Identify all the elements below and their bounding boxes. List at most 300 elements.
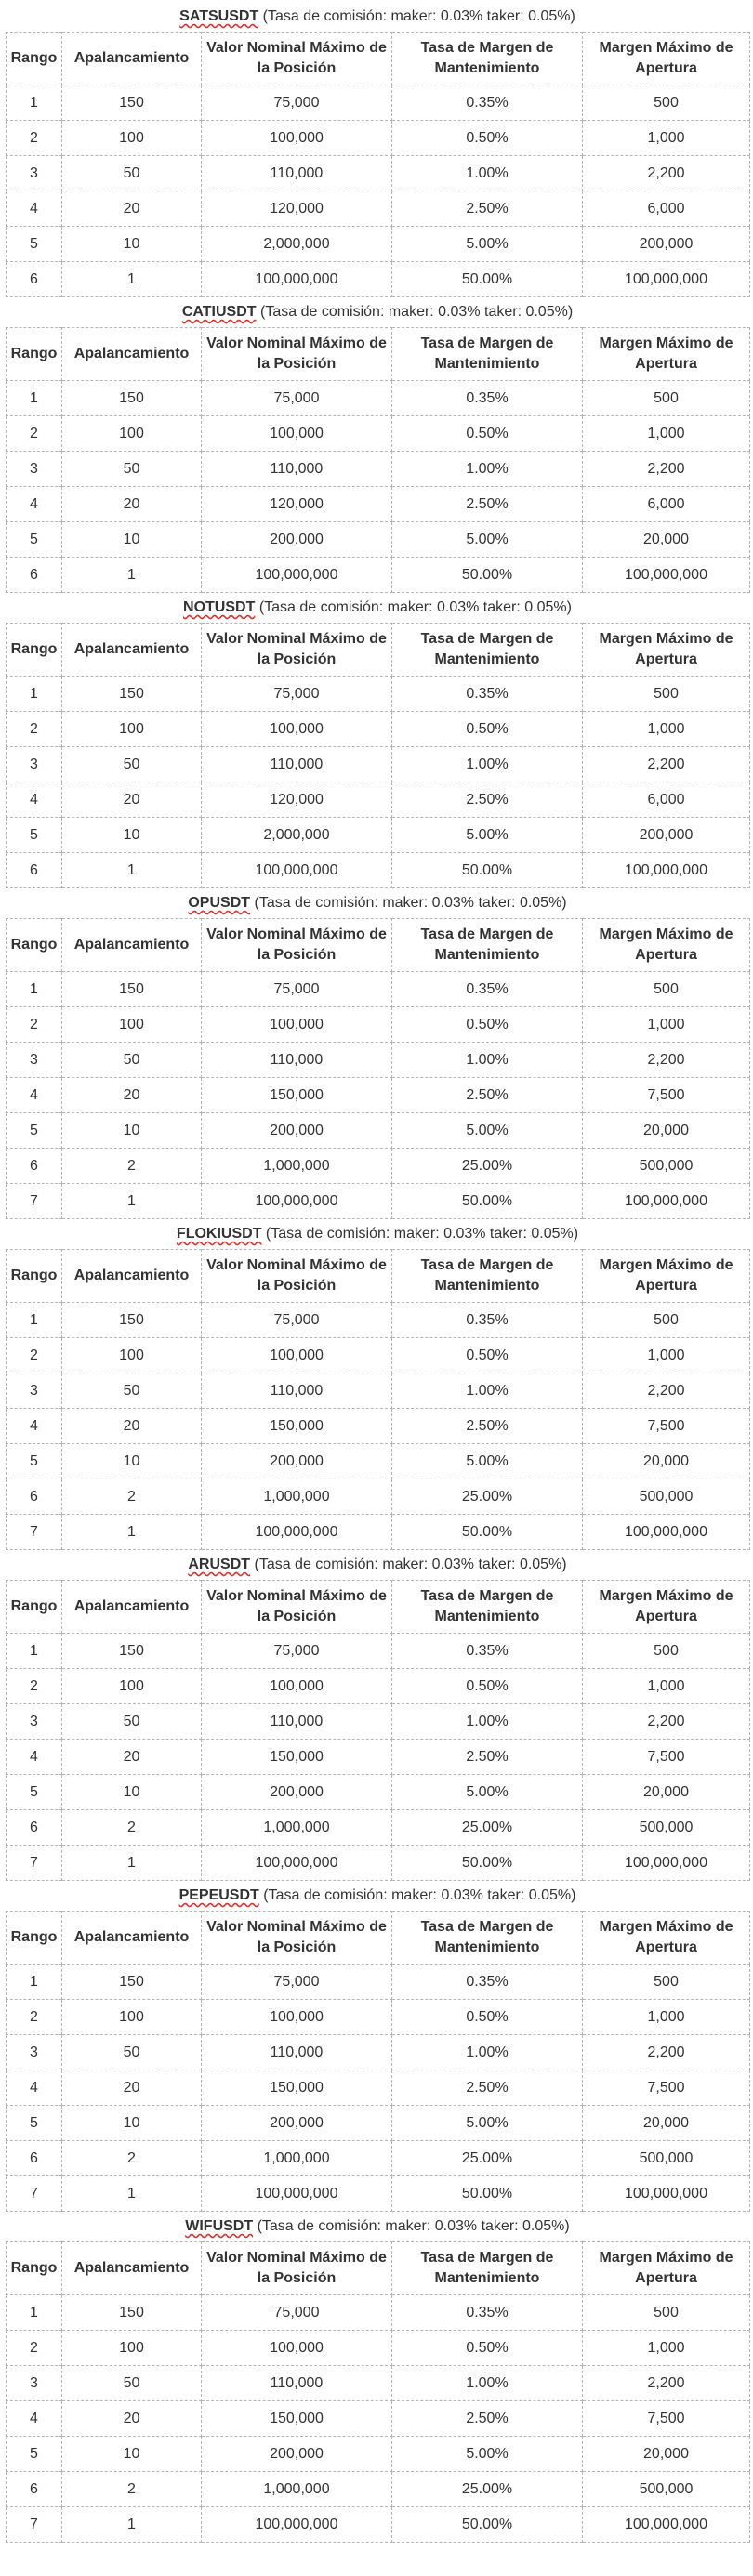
cell-valor-nominal: 1,000,000	[202, 2141, 392, 2176]
cell-tasa-margen: 2.50%	[392, 1078, 583, 1113]
header-row	[7, 1250, 750, 1303]
cell-margen-apertura: 1,000	[583, 416, 750, 452]
cell-margen-apertura: 6,000	[583, 782, 750, 818]
cell-margen-apertura: 500,000	[583, 1149, 750, 1184]
cell-tasa-margen: 2.50%	[392, 487, 583, 522]
cell-valor-nominal: 200,000	[202, 1775, 392, 1810]
cell-valor-nominal: 100,000,000	[202, 558, 392, 593]
cell-rango: 5	[7, 2437, 62, 2472]
cell-valor-nominal: 2,000,000	[202, 818, 392, 853]
table-row	[7, 1078, 750, 1113]
cell-apalancamiento: 10	[62, 522, 202, 558]
cell-valor-nominal: 120,000	[202, 782, 392, 818]
cell-apalancamiento: 150	[62, 972, 202, 1007]
cell-rango: 1	[7, 2295, 62, 2331]
cell-valor-nominal: 120,000	[202, 191, 392, 227]
table-row	[7, 1479, 750, 1515]
contract-symbol: NOTUSDT	[183, 599, 256, 615]
cell-tasa-margen: 50.00%	[392, 2176, 583, 2212]
cell-margen-apertura: 20,000	[583, 1113, 750, 1149]
cell-margen-apertura: 20,000	[583, 2437, 750, 2472]
cell-valor-nominal: 1,000,000	[202, 1149, 392, 1184]
cell-margen-apertura: 500,000	[583, 1810, 750, 1846]
cell-rango: 3	[7, 156, 62, 191]
cell-apalancamiento: 150	[62, 85, 202, 121]
header-tasa-margen: Tasa de Margen de Mantenimiento	[392, 1912, 583, 1965]
cell-apalancamiento: 150	[62, 1965, 202, 2000]
cell-tasa-margen: 25.00%	[392, 1810, 583, 1846]
cell-apalancamiento: 2	[62, 1149, 202, 1184]
header-rango: Rango	[7, 33, 62, 85]
cell-tasa-margen: 1.00%	[392, 2366, 583, 2401]
header-tasa-margen: Tasa de Margen de Mantenimiento	[392, 33, 583, 85]
cell-rango: 5	[7, 227, 62, 262]
header-rango: Rango	[7, 1912, 62, 1965]
header-rango: Rango	[7, 328, 62, 381]
cell-tasa-margen: 1.00%	[392, 1704, 583, 1740]
table-row	[7, 1810, 750, 1846]
cell-apalancamiento: 20	[62, 782, 202, 818]
cell-valor-nominal: 150,000	[202, 1740, 392, 1775]
cell-apalancamiento: 50	[62, 1043, 202, 1078]
cell-tasa-margen: 50.00%	[392, 262, 583, 297]
cell-rango: 3	[7, 1043, 62, 1078]
cell-tasa-margen: 5.00%	[392, 1444, 583, 1479]
tier-section	[6, 888, 749, 1219]
cell-valor-nominal: 75,000	[202, 85, 392, 121]
header-row	[7, 1912, 750, 1965]
cell-rango: 2	[7, 2331, 62, 2366]
cell-margen-apertura: 500	[583, 1965, 750, 2000]
table-row	[7, 1704, 750, 1740]
cell-apalancamiento: 10	[62, 2437, 202, 2472]
cell-tasa-margen: 5.00%	[392, 2437, 583, 2472]
cell-rango: 7	[7, 1515, 62, 1550]
cell-margen-apertura: 2,200	[583, 1373, 750, 1409]
cell-rango: 7	[7, 1184, 62, 1219]
table-row	[7, 2035, 750, 2070]
cell-apalancamiento: 150	[62, 1634, 202, 1669]
cell-margen-apertura: 100,000,000	[583, 262, 750, 297]
cell-apalancamiento: 20	[62, 1078, 202, 1113]
cell-margen-apertura: 200,000	[583, 818, 750, 853]
cell-tasa-margen: 0.50%	[392, 2331, 583, 2366]
cell-margen-apertura: 2,200	[583, 452, 750, 487]
table-row	[7, 85, 750, 121]
cell-tasa-margen: 50.00%	[392, 853, 583, 888]
cell-apalancamiento: 10	[62, 818, 202, 853]
table-row	[7, 452, 750, 487]
cell-valor-nominal: 110,000	[202, 1043, 392, 1078]
table-row	[7, 2437, 750, 2472]
cell-margen-apertura: 1,000	[583, 1007, 750, 1043]
cell-margen-apertura: 500,000	[583, 1479, 750, 1515]
cell-valor-nominal: 100,000	[202, 2331, 392, 2366]
cell-tasa-margen: 2.50%	[392, 1740, 583, 1775]
cell-valor-nominal: 100,000	[202, 1338, 392, 1373]
header-margen-apertura: Margen Máximo de Apertura	[583, 1250, 750, 1303]
header-margen-apertura: Margen Máximo de Apertura	[583, 1912, 750, 1965]
table-row	[7, 1740, 750, 1775]
header-rango: Rango	[7, 919, 62, 972]
cell-tasa-margen: 50.00%	[392, 558, 583, 593]
header-rango: Rango	[7, 1581, 62, 1634]
tier-table	[6, 32, 750, 297]
cell-apalancamiento: 20	[62, 1409, 202, 1444]
cell-rango: 7	[7, 1846, 62, 1881]
cell-valor-nominal: 150,000	[202, 2401, 392, 2437]
header-rango: Rango	[7, 1250, 62, 1303]
cell-margen-apertura: 1,000	[583, 2331, 750, 2366]
cell-rango: 4	[7, 1740, 62, 1775]
table-row	[7, 487, 750, 522]
cell-tasa-margen: 0.50%	[392, 1669, 583, 1704]
cell-margen-apertura: 7,500	[583, 2401, 750, 2437]
cell-margen-apertura: 6,000	[583, 487, 750, 522]
table-row	[7, 677, 750, 712]
cell-valor-nominal: 150,000	[202, 1409, 392, 1444]
table-row	[7, 2401, 750, 2437]
cell-valor-nominal: 100,000	[202, 416, 392, 452]
cell-margen-apertura: 20,000	[583, 1775, 750, 1810]
cell-valor-nominal: 150,000	[202, 2070, 392, 2106]
cell-valor-nominal: 1,000,000	[202, 1810, 392, 1846]
table-row	[7, 747, 750, 782]
header-margen-apertura: Margen Máximo de Apertura	[583, 919, 750, 972]
cell-margen-apertura: 500	[583, 85, 750, 121]
cell-valor-nominal: 100,000,000	[202, 1846, 392, 1881]
cell-valor-nominal: 110,000	[202, 1704, 392, 1740]
cell-margen-apertura: 7,500	[583, 1078, 750, 1113]
tier-table	[6, 327, 750, 593]
cell-margen-apertura: 2,200	[583, 2035, 750, 2070]
fee-note: (Tasa de comisión: maker: 0.03% taker: 0.05%)	[262, 8, 575, 24]
contract-symbol: WIFUSDT	[185, 2218, 254, 2234]
header-apalancamiento: Apalancamiento	[62, 1912, 202, 1965]
cell-tasa-margen: 5.00%	[392, 1775, 583, 1810]
cell-valor-nominal: 150,000	[202, 1078, 392, 1113]
cell-apalancamiento: 1	[62, 1846, 202, 1881]
cell-margen-apertura: 1,000	[583, 2000, 750, 2035]
cell-valor-nominal: 110,000	[202, 2366, 392, 2401]
header-valor-nominal: Valor Nominal Máximo de la Posición	[202, 1581, 392, 1634]
cell-apalancamiento: 150	[62, 1303, 202, 1338]
cell-rango: 2	[7, 1338, 62, 1373]
cell-apalancamiento: 2	[62, 1479, 202, 1515]
header-tasa-margen: Tasa de Margen de Mantenimiento	[392, 1581, 583, 1634]
header-apalancamiento: Apalancamiento	[62, 2242, 202, 2295]
contract-symbol: SATSUSDT	[179, 8, 259, 24]
table-row	[7, 2366, 750, 2401]
cell-rango: 2	[7, 1007, 62, 1043]
cell-apalancamiento: 100	[62, 712, 202, 747]
cell-rango: 1	[7, 1965, 62, 2000]
cell-apalancamiento: 2	[62, 2472, 202, 2507]
table-row	[7, 1184, 750, 1219]
cell-rango: 4	[7, 2401, 62, 2437]
cell-rango: 5	[7, 1444, 62, 1479]
cell-margen-apertura: 1,000	[583, 121, 750, 156]
cell-margen-apertura: 7,500	[583, 1409, 750, 1444]
cell-apalancamiento: 10	[62, 1775, 202, 1810]
cell-apalancamiento: 1	[62, 1515, 202, 1550]
cell-rango: 2	[7, 712, 62, 747]
cell-apalancamiento: 150	[62, 381, 202, 416]
cell-tasa-margen: 0.50%	[392, 712, 583, 747]
cell-margen-apertura: 200,000	[583, 227, 750, 262]
table-row	[7, 2472, 750, 2507]
cell-margen-apertura: 500	[583, 2295, 750, 2331]
table-row	[7, 1846, 750, 1881]
cell-apalancamiento: 100	[62, 121, 202, 156]
cell-rango: 7	[7, 2176, 62, 2212]
cell-margen-apertura: 2,200	[583, 1704, 750, 1740]
cell-rango: 2	[7, 1669, 62, 1704]
table-row	[7, 416, 750, 452]
table-row	[7, 1515, 750, 1550]
cell-tasa-margen: 50.00%	[392, 1515, 583, 1550]
cell-margen-apertura: 2,200	[583, 1043, 750, 1078]
cell-rango: 6	[7, 558, 62, 593]
cell-apalancamiento: 50	[62, 156, 202, 191]
table-caption	[6, 1881, 749, 1911]
tier-table	[6, 1249, 750, 1550]
cell-rango: 6	[7, 1479, 62, 1515]
table-row	[7, 1775, 750, 1810]
cell-apalancamiento: 50	[62, 452, 202, 487]
header-apalancamiento: Apalancamiento	[62, 624, 202, 677]
cell-valor-nominal: 110,000	[202, 1373, 392, 1409]
cell-valor-nominal: 100,000,000	[202, 2507, 392, 2543]
table-caption	[6, 888, 749, 918]
fee-note: (Tasa de comisión: maker: 0.03% taker: 0.05%)	[257, 2218, 570, 2234]
tier-section	[6, 593, 749, 888]
table-row	[7, 1373, 750, 1409]
table-row	[7, 1444, 750, 1479]
cell-rango: 1	[7, 85, 62, 121]
cell-valor-nominal: 100,000,000	[202, 1184, 392, 1219]
cell-valor-nominal: 120,000	[202, 487, 392, 522]
cell-rango: 1	[7, 1303, 62, 1338]
table-caption	[6, 1219, 749, 1249]
cell-valor-nominal: 200,000	[202, 2437, 392, 2472]
tier-section	[6, 1219, 749, 1550]
cell-tasa-margen: 2.50%	[392, 1409, 583, 1444]
cell-apalancamiento: 50	[62, 2366, 202, 2401]
cell-margen-apertura: 1,000	[583, 1338, 750, 1373]
table-row	[7, 191, 750, 227]
table-row	[7, 381, 750, 416]
table-caption	[6, 1550, 749, 1580]
cell-rango: 5	[7, 1775, 62, 1810]
cell-valor-nominal: 100,000,000	[202, 1515, 392, 1550]
cell-rango: 4	[7, 487, 62, 522]
header-margen-apertura: Margen Máximo de Apertura	[583, 624, 750, 677]
header-row	[7, 2242, 750, 2295]
header-tasa-margen: Tasa de Margen de Mantenimiento	[392, 919, 583, 972]
table-row	[7, 156, 750, 191]
cell-apalancamiento: 1	[62, 2176, 202, 2212]
cell-tasa-margen: 2.50%	[392, 782, 583, 818]
cell-apalancamiento: 50	[62, 2035, 202, 2070]
cell-valor-nominal: 200,000	[202, 2106, 392, 2141]
header-apalancamiento: Apalancamiento	[62, 328, 202, 381]
cell-margen-apertura: 1,000	[583, 1669, 750, 1704]
header-valor-nominal: Valor Nominal Máximo de la Posición	[202, 1912, 392, 1965]
cell-tasa-margen: 0.35%	[392, 972, 583, 1007]
cell-margen-apertura: 7,500	[583, 2070, 750, 2106]
cell-tasa-margen: 25.00%	[392, 1479, 583, 1515]
cell-margen-apertura: 100,000,000	[583, 558, 750, 593]
cell-tasa-margen: 1.00%	[392, 1043, 583, 1078]
cell-valor-nominal: 1,000,000	[202, 2472, 392, 2507]
table-row	[7, 2070, 750, 2106]
fee-note: (Tasa de comisión: maker: 0.03% taker: 0.05%)	[258, 599, 572, 615]
header-valor-nominal: Valor Nominal Máximo de la Posición	[202, 624, 392, 677]
cell-apalancamiento: 1	[62, 2507, 202, 2543]
cell-valor-nominal: 1,000,000	[202, 1479, 392, 1515]
cell-margen-apertura: 7,500	[583, 1740, 750, 1775]
cell-tasa-margen: 1.00%	[392, 2035, 583, 2070]
cell-rango: 2	[7, 2000, 62, 2035]
header-row	[7, 328, 750, 381]
tier-section	[6, 1881, 749, 2212]
contract-symbol: OPUSDT	[188, 895, 251, 911]
cell-tasa-margen: 0.35%	[392, 85, 583, 121]
tier-table	[6, 918, 750, 1219]
table-row	[7, 2295, 750, 2331]
cell-rango: 6	[7, 1810, 62, 1846]
cell-valor-nominal: 200,000	[202, 1444, 392, 1479]
tier-section	[6, 297, 749, 593]
cell-margen-apertura: 100,000,000	[583, 1515, 750, 1550]
cell-margen-apertura: 2,200	[583, 156, 750, 191]
cell-tasa-margen: 2.50%	[392, 2401, 583, 2437]
table-caption	[6, 2212, 749, 2241]
cell-apalancamiento: 20	[62, 2070, 202, 2106]
cell-tasa-margen: 0.50%	[392, 121, 583, 156]
cell-margen-apertura: 2,200	[583, 747, 750, 782]
cell-rango: 7	[7, 2507, 62, 2543]
cell-apalancamiento: 1	[62, 1184, 202, 1219]
cell-valor-nominal: 200,000	[202, 1113, 392, 1149]
tier-section	[6, 1550, 749, 1881]
table-row	[7, 2507, 750, 2543]
cell-apalancamiento: 1	[62, 262, 202, 297]
contract-symbol: CATIUSDT	[181, 304, 257, 320]
cell-tasa-margen: 5.00%	[392, 2106, 583, 2141]
cell-margen-apertura: 500,000	[583, 2141, 750, 2176]
cell-margen-apertura: 20,000	[583, 2106, 750, 2141]
tier-section	[6, 2212, 749, 2543]
cell-rango: 5	[7, 522, 62, 558]
header-row	[7, 33, 750, 85]
cell-apalancamiento: 50	[62, 1373, 202, 1409]
cell-apalancamiento: 1	[62, 558, 202, 593]
cell-valor-nominal: 75,000	[202, 381, 392, 416]
contract-symbol: PEPEUSDT	[178, 1887, 259, 1903]
cell-rango: 2	[7, 416, 62, 452]
cell-rango: 6	[7, 2472, 62, 2507]
table-row	[7, 2106, 750, 2141]
cell-rango: 5	[7, 818, 62, 853]
cell-margen-apertura: 20,000	[583, 1444, 750, 1479]
cell-margen-apertura: 20,000	[583, 522, 750, 558]
cell-rango: 5	[7, 2106, 62, 2141]
header-valor-nominal: Valor Nominal Máximo de la Posición	[202, 919, 392, 972]
cell-apalancamiento: 50	[62, 747, 202, 782]
cell-apalancamiento: 10	[62, 2106, 202, 2141]
cell-apalancamiento: 10	[62, 1444, 202, 1479]
header-apalancamiento: Apalancamiento	[62, 33, 202, 85]
tier-table	[6, 623, 750, 888]
cell-tasa-margen: 25.00%	[392, 2472, 583, 2507]
cell-apalancamiento: 100	[62, 2331, 202, 2366]
cell-tasa-margen: 25.00%	[392, 2141, 583, 2176]
cell-apalancamiento: 2	[62, 1810, 202, 1846]
cell-apalancamiento: 100	[62, 2000, 202, 2035]
cell-margen-apertura: 500	[583, 1303, 750, 1338]
fee-note: (Tasa de comisión: maker: 0.03% taker: 0.05%)	[254, 895, 567, 911]
cell-tasa-margen: 0.35%	[392, 381, 583, 416]
cell-rango: 3	[7, 747, 62, 782]
cell-tasa-margen: 5.00%	[392, 1113, 583, 1149]
tier-table	[6, 2241, 750, 2543]
header-apalancamiento: Apalancamiento	[62, 919, 202, 972]
cell-tasa-margen: 0.35%	[392, 2295, 583, 2331]
cell-valor-nominal: 110,000	[202, 452, 392, 487]
table-row	[7, 1409, 750, 1444]
cell-tasa-margen: 50.00%	[392, 1846, 583, 1881]
table-row	[7, 121, 750, 156]
tier-section	[6, 2, 749, 297]
cell-apalancamiento: 50	[62, 1704, 202, 1740]
cell-tasa-margen: 0.35%	[392, 1634, 583, 1669]
cell-rango: 4	[7, 1078, 62, 1113]
cell-valor-nominal: 110,000	[202, 2035, 392, 2070]
cell-rango: 4	[7, 782, 62, 818]
cell-apalancamiento: 100	[62, 1669, 202, 1704]
table-row	[7, 1043, 750, 1078]
cell-rango: 5	[7, 1113, 62, 1149]
cell-valor-nominal: 100,000,000	[202, 262, 392, 297]
table-row	[7, 1303, 750, 1338]
cell-rango: 6	[7, 262, 62, 297]
cell-margen-apertura: 100,000,000	[583, 2176, 750, 2212]
header-valor-nominal: Valor Nominal Máximo de la Posición	[202, 33, 392, 85]
table-caption	[6, 297, 749, 327]
cell-margen-apertura: 500	[583, 381, 750, 416]
cell-apalancamiento: 20	[62, 191, 202, 227]
cell-rango: 4	[7, 1409, 62, 1444]
table-row	[7, 853, 750, 888]
cell-rango: 1	[7, 677, 62, 712]
cell-rango: 1	[7, 1634, 62, 1669]
cell-rango: 2	[7, 121, 62, 156]
cell-apalancamiento: 20	[62, 487, 202, 522]
tier-table	[6, 1911, 750, 2212]
cell-valor-nominal: 100,000,000	[202, 853, 392, 888]
cell-margen-apertura: 100,000,000	[583, 853, 750, 888]
header-margen-apertura: Margen Máximo de Apertura	[583, 1581, 750, 1634]
cell-margen-apertura: 100,000,000	[583, 1846, 750, 1881]
header-valor-nominal: Valor Nominal Máximo de la Posición	[202, 328, 392, 381]
cell-rango: 3	[7, 2366, 62, 2401]
cell-apalancamiento: 20	[62, 2401, 202, 2437]
header-margen-apertura: Margen Máximo de Apertura	[583, 33, 750, 85]
cell-tasa-margen: 0.50%	[392, 1007, 583, 1043]
header-row	[7, 624, 750, 677]
